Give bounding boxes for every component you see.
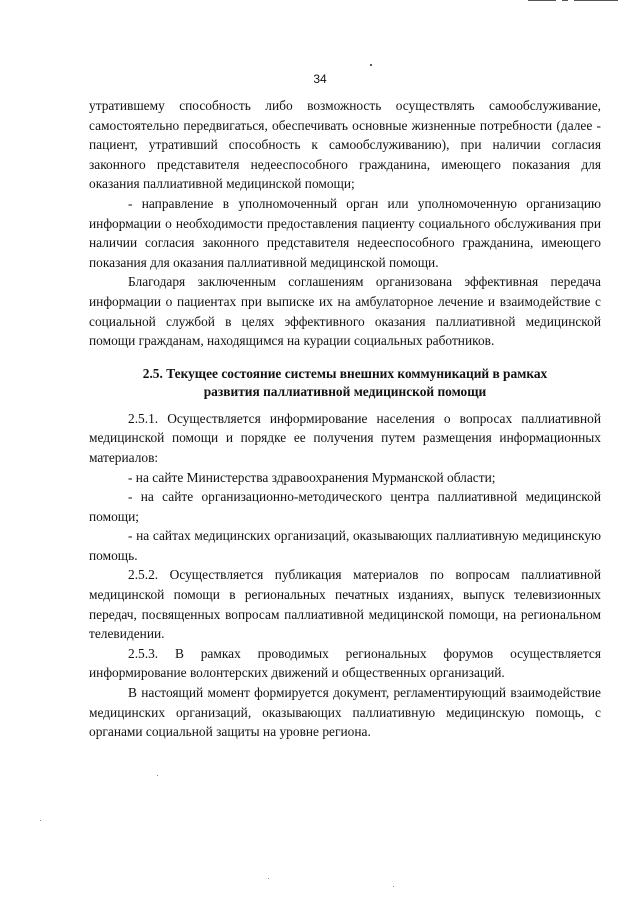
scan-speck [393,886,394,887]
scan-speck [40,820,41,821]
document-body [89,96,601,742]
section-heading-line2: развития паллиативной медицинской помощи [203,383,487,399]
list-item-organizations-sites: - на сайтах медицинских организаций, оказывающих паллиативную медицинскую помощь. [89,528,601,563]
section-heading-line1: 2.5. Текущее состояние системы внешних коммуникаций в рамках [142,365,548,381]
scan-speck [157,775,158,776]
scan-speck [268,878,269,879]
list-item-center-site: - на сайте организационно-методического центра паллиативной медицинской помощи; [89,489,601,524]
paragraph-agreements: Благодаря заключенным соглашениям организована эффективная передача информации о пациентах при выписке их на амбулаторное лечение и взаимодействие с социальной службой в целях эффективного оказания паллиативной медицинской помощи гражданам, находящимся на курации социальных работников. [89,274,601,349]
paragraph-2-5-3: 2.5.3. В рамках проводимых региональных форумов осуществляется информирование волонтерских движений и общественных организаций. [89,645,601,681]
scan-top-marks [528,0,618,3]
paragraph-continuation: утратившему способность либо возможность осуществлять самообслуживание, самостоятельно передвигаться, обеспечивать основные жизненные потребности (далее - пациент, утративший способность к самообслуживанию), при наличии согласия законного представителя недееспособного гражданина, имеющего показания для оказания паллиативной медицинской помощи; [89,98,601,192]
scan-dot [370,64,372,66]
paragraph-2-5-2: 2.5.2. Осуществляется публикация материалов по вопросам паллиативной медицинской помощи в региональных печатных изданиях, выпуск телевизионных передач, посвященных вопросам паллиативной медицинской помощи, на региональном телевидении. [89,567,601,642]
paragraph-2-5-1: 2.5.1. Осуществляется информирование населения о вопросах паллиативной медицинской помощи и порядке ее получения путем размещения информационных материалов: [89,410,601,465]
paragraph-direction: - направление в уполномоченный орган или уполномоченную организацию информации о необходимости предоставления пациенту социального обслуживания при наличии согласия законного представителя недееспособного гражданина, имеющего показания для оказания паллиативной медицинской помощи. [89,195,601,270]
section-heading [89,365,601,401]
page-number: 34 [313,72,327,86]
list-item-ministry-site: - на сайте Министерства здравоохранения Мурманской области; [128,469,496,485]
paragraph-current-moment: В настоящий момент формируется документ, регламентирующий взаимодействие медицинских организаций, оказывающих паллиативную медицинскую помощь, с органами социальной защиты на уровне региона. [89,685,601,740]
